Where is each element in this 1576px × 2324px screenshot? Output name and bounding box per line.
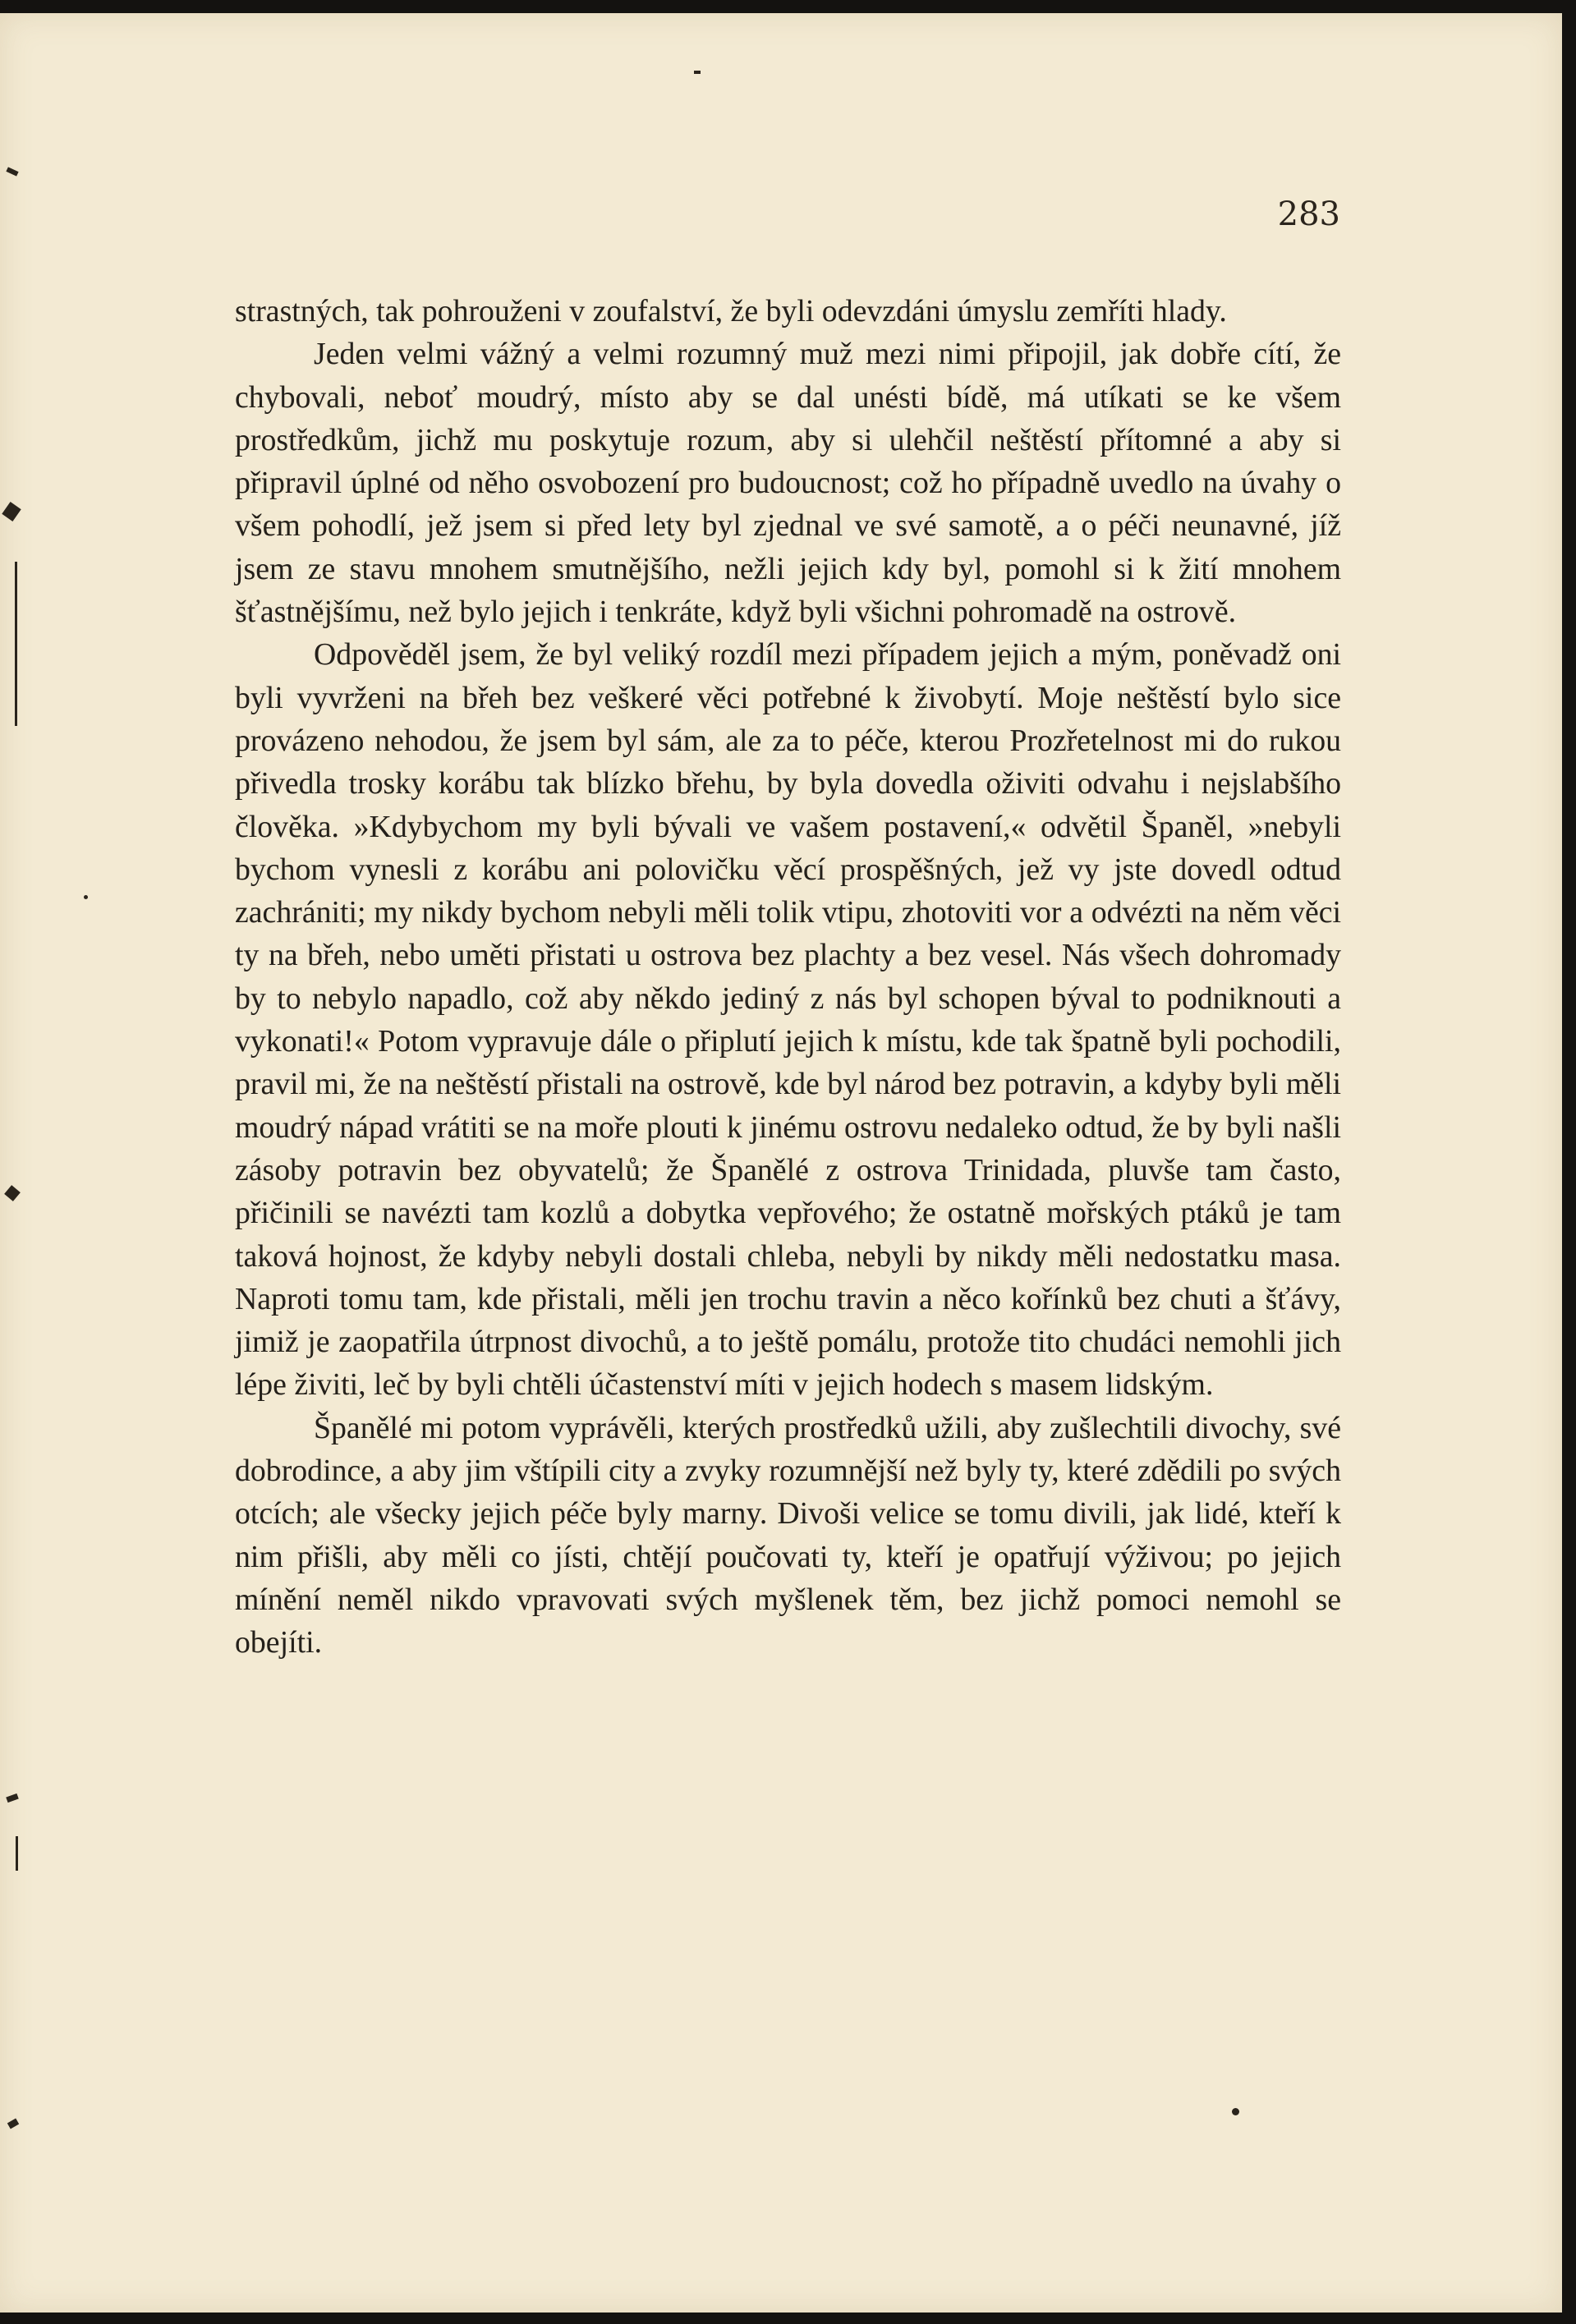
paragraph-2: Jeden velmi vážný a velmi rozumný muž mezi nimi připojil, jak dobře cítí, že chybovali, neboť moudrý, místo aby se dal unésti bídě, má utíkati se ke všem prostředkům, jichž mu poskytuje rozum, aby si ulehčil neštěstí přítomné a aby si připravil úplné od něho osvobození pro budoucnost; což ho případně uvedlo na úvahy o všem pohodlí, jež jsem si před lety byl zjednal ve své samotě, a o péči neunavné, jíž jsem ze stavu mnohem smutnějšího, nežli jejich kdy byl, pomohl si k žití mnohem šťastnějšímu, než bylo jejich i tenkráte, když byli všichni pohromadě na ostrově.	[235, 337, 1341, 630]
margin-mark	[4, 1185, 21, 1201]
paragraph-1: strastných, tak pohrouženi v zoufalství, že byli odevzdáni úmyslu zemříti hlady.	[235, 294, 1227, 328]
ink-speck	[1232, 2108, 1239, 2115]
margin-mark	[6, 167, 18, 176]
margin-mark	[2, 502, 21, 521]
paragraph-4: Španělé mi potom vyprávěli, kterých prostředků užili, aby zušlechtili divochy, své dobrodince, a aby jim vštípili city a zvyky rozumnější než byly ty, které zdědili po svých otcích; ale všecky jejich péče byly marny. Divoši velice se tomu divili, jak lidé, kteří k nim přišli, aby měli co jísti, chtějí poučovati ty, kteří je opatřují výživou; po jejich mínění neměl nikdo vpravovati svých myšlenek těm, bez jichž pomoci nemohl se obejíti.	[235, 1410, 1341, 1660]
margin-mark	[6, 1794, 19, 1803]
margin-mark	[16, 1836, 18, 1871]
paragraph-3: Odpověděl jsem, že byl veliký rozdíl mezi případem jejich a mým, poněvadž oni byli vyvrženi na břeh bez veškeré věci potřebné k živobytí. Moje neštěstí bylo sice provázeno nehodou, že jsem byl sám, ale za to péče, kterou Prozřetelnost mi do rukou přivedla trosky korábu tak blízko břehu, by byla dovedla oživiti odvahu i nejslabšího člověka. »Kdybychom my byli bývali ve vašem postavení,« odvětil Španěl, »nebyli bychom vynesli z korábu ani polovičku věcí prospěšných, jež vy jste dovedl odtud zachrániti; my nikdy bychom nebyli měli tolik vtipu, zhotoviti vor a odvézti na něm věci ty na břeh, nebo uměti přistati u ostrova bez plachty a bez vesel. Nás všech dohromady by to nebylo napadlo, což aby někdo jediný z nás byl schopen býval to podniknouti a vykonati!« Potom vypravuje dále o připlutí jejich k místu, kde tak špatně byli pochodili, pravil mi, že na neštěstí přistali na ostrově, kde byl národ bez potravin, a kdyby byli měli moudrý nápad vrátiti se na moře plouti k jinému ostrovu nedaleko odtud, že by byli našli zásoby potravin bez obyvatelů; že Španělé z ostrova Trinidada, pluvše tam často, přičinili se navézti tam kozlů a dobytka vepřového; že ostatně mořských ptáků je tam taková hojnost, že kdyby nebyli dostali chleba, nebyli by nikdy měli nedostatku masa. Naproti tomu tam, kde přistali, měli jen trochu travin a něco kořínků bez chuti a šťávy, jimiž je zaopatřila útrpnost divochů, a to ještě pomálu, protože tito chudáci nemohli jich lépe živiti, leč by byli chtěli účastenství míti v jejich hodech s masem lidským.	[235, 637, 1341, 1403]
margin-mark	[15, 562, 17, 726]
margin-mark	[7, 2119, 19, 2129]
book-page	[0, 13, 1562, 2313]
page-number: 283	[1277, 195, 1340, 233]
body-text	[235, 290, 1341, 1665]
ink-speck	[84, 895, 88, 899]
margin-mark	[694, 71, 701, 74]
